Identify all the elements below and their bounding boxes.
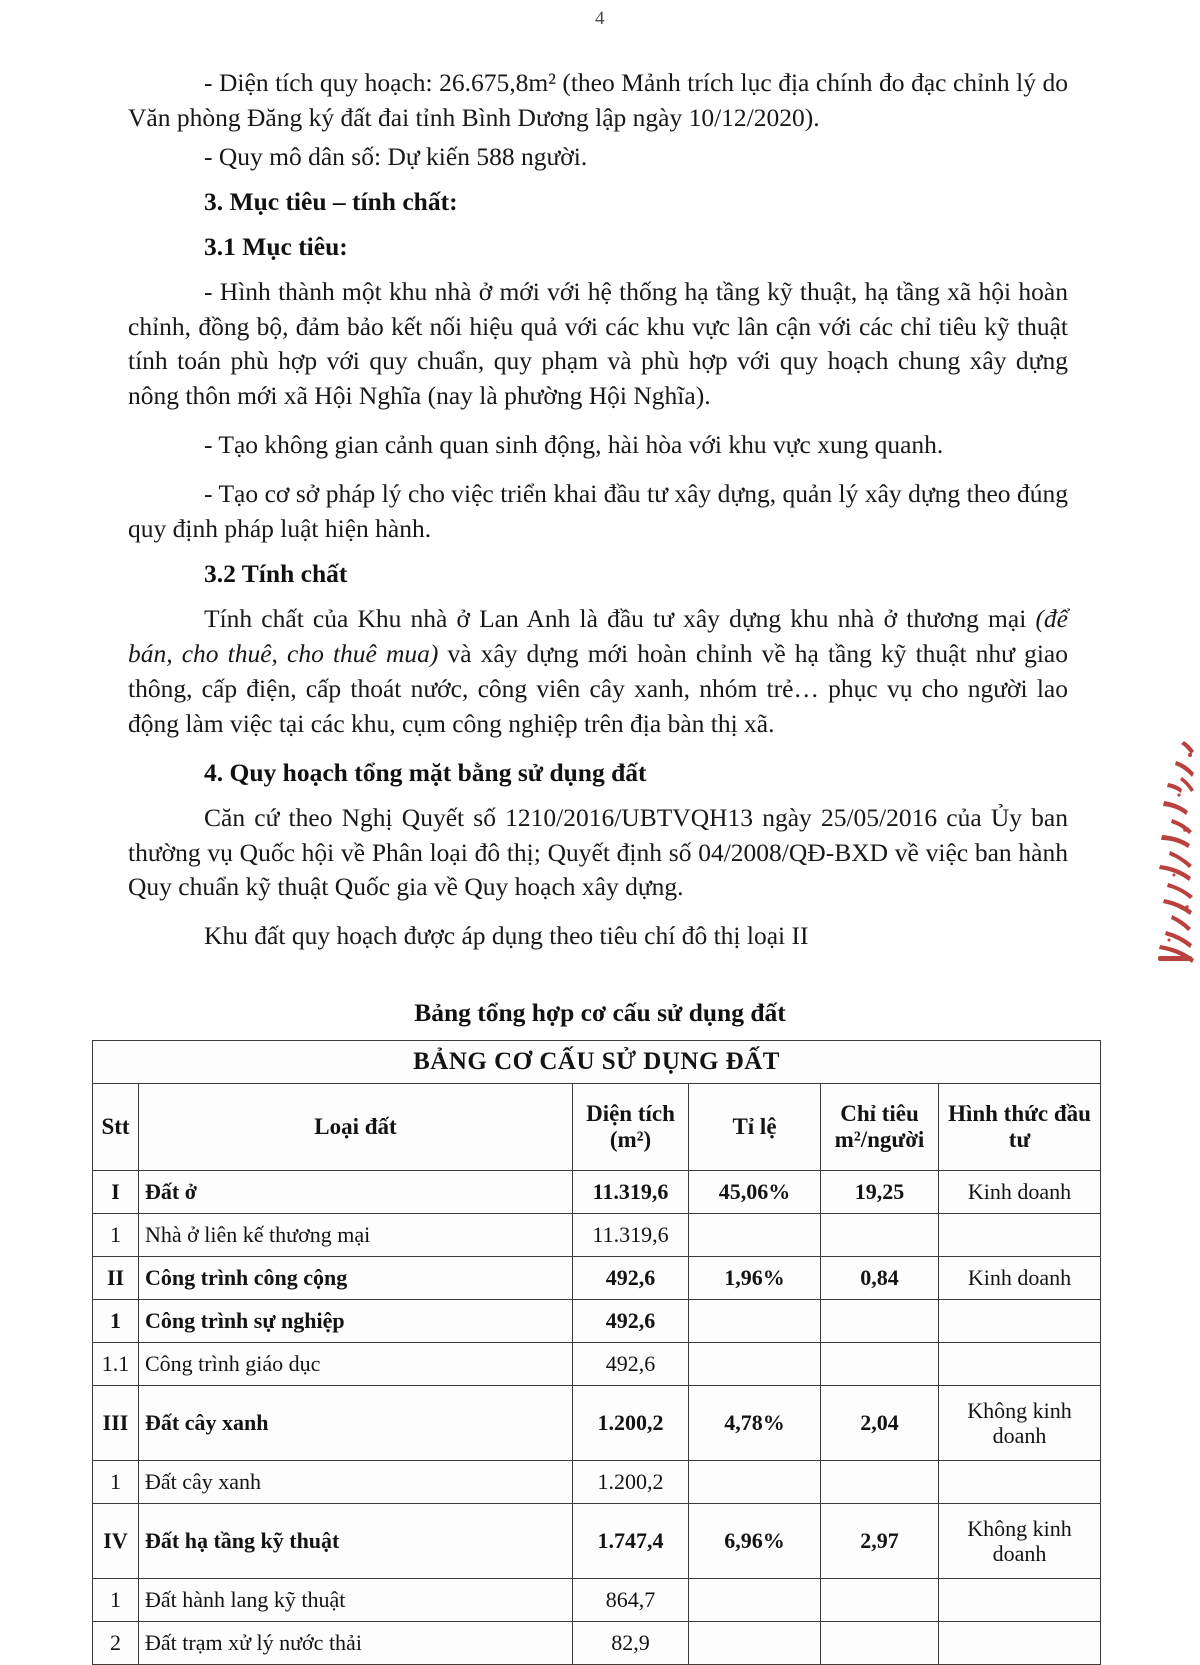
cell-stt: 1 <box>93 1461 139 1504</box>
column-header-hinh-thuc-dau-tu <box>939 1084 1101 1171</box>
heading-3-1-muc-tieu: 3.1 Mục tiêu: <box>204 231 348 261</box>
cell-hinh-thuc-dau-tu: Không kinh doanh <box>939 1386 1101 1461</box>
cell-ti-le <box>689 1214 821 1257</box>
red-stamp-fragment <box>1154 735 1200 965</box>
cell-ti-le <box>689 1461 821 1504</box>
cell-ti-le <box>689 1343 821 1386</box>
paragraph-hinh-thanh-khu-nha-o: - Hình thành một khu nhà ở mới với hệ thống hạ tầng kỹ thuật, hạ tầng xã hội hoàn chỉnh, đồng bộ, đảm bảo kết nối hiệu quả với các khu vực lân cận với các chỉ tiêu kỹ thuật tính toán phù hợp với quy chuẩn, quy phạm và phù hợp với quy hoạch chung xây dựng nông thôn mới xã Hội Nghĩa (nay là phường Hội Nghĩa). <box>128 276 1068 411</box>
column-header-hinh-thuc-line1: Hình thức đầu <box>948 1101 1091 1127</box>
heading-3-muc-tieu-tinh-chat: 3. Mục tiêu – tính chất: <box>204 186 458 216</box>
cell-loai-dat: Đất trạm xử lý nước thải <box>139 1622 573 1665</box>
cell-chi-tieu: 2,97 <box>821 1504 939 1579</box>
cell-loai-dat: Đất hành lang kỹ thuật <box>139 1579 573 1622</box>
cell-hinh-thuc-dau-tu: Không kinh doanh <box>939 1504 1101 1579</box>
cell-ti-le: 45,06% <box>689 1171 821 1214</box>
cell-loai-dat: Đất ở <box>139 1171 573 1214</box>
paragraph-quy-mo-dan-so: - Quy mô dân số: Dự kiến 588 người. <box>204 141 588 171</box>
column-header-chi-tieu-line2: m²/người <box>834 1127 925 1152</box>
land-use-table-wrapper <box>92 1040 1100 1665</box>
table-caption: Bảng tổng hợp cơ cấu sử dụng đất <box>414 998 786 1027</box>
column-header-chi-tieu <box>821 1084 939 1171</box>
paragraph-dien-tich-quy-hoach: - Diện tích quy hoạch: 26.675,8m² (theo Mảnh trích lục địa chính đo đạc chỉnh lý do Văn phòng Đăng ký đất đai tỉnh Bình Dương lập ngày 10/12/2020). <box>128 68 1068 132</box>
cell-loai-dat: Đất cây xanh <box>139 1386 573 1461</box>
cell-loai-dat: Công trình sự nghiệp <box>139 1300 573 1343</box>
table-header <box>93 1041 1101 1171</box>
cell-hinh-thuc-dau-tu <box>939 1461 1101 1504</box>
cell-dien-tich: 11.319,6 <box>573 1171 689 1214</box>
paragraph-text-part-1: Tính chất của Khu nhà ở Lan Anh là đầu tư xây dựng khu nhà ở thương mại <box>204 603 1036 633</box>
cell-stt: 1.1 <box>93 1343 139 1386</box>
table-row <box>93 1214 1101 1257</box>
column-header-loai-dat: Loại đất <box>139 1084 573 1171</box>
table-row <box>93 1343 1101 1386</box>
paragraph-tao-khong-gian-canh-quan: - Tạo không gian cảnh quan sinh động, hài hòa với khu vực xung quanh. <box>204 430 944 460</box>
cell-chi-tieu <box>821 1579 939 1622</box>
table-row <box>93 1461 1101 1504</box>
cell-stt: 1 <box>93 1579 139 1622</box>
paragraph-text-part-2: và xây dựng mới hoàn chỉnh về hạ tầng kỹ thuật như giao thông, cấp điện, cấp thoát nước, công viên cây xanh, nhóm trẻ… phục vụ cho người lao động làm việc tại các khu, cụm công nghiệp trên địa bàn thị xã. <box>128 638 1068 738</box>
cell-dien-tich: 1.200,2 <box>573 1461 689 1504</box>
table-row <box>93 1300 1101 1343</box>
cell-ti-le: 6,96% <box>689 1504 821 1579</box>
cell-dien-tich: 492,6 <box>573 1343 689 1386</box>
cell-chi-tieu <box>821 1622 939 1665</box>
cell-loai-dat: Đất hạ tầng kỹ thuật <box>139 1504 573 1579</box>
cell-hinh-thuc-dau-tu <box>939 1622 1101 1665</box>
heading-3-2-tinh-chat: 3.2 Tính chất <box>204 559 348 589</box>
table-row <box>93 1504 1101 1579</box>
cell-stt: 2 <box>93 1622 139 1665</box>
cell-chi-tieu: 0,84 <box>821 1257 939 1300</box>
cell-chi-tieu <box>821 1214 939 1257</box>
cell-hinh-thuc-dau-tu <box>939 1214 1101 1257</box>
table-column-header-row <box>93 1084 1101 1171</box>
column-header-dien-tich-line1: Diện tích <box>586 1101 675 1127</box>
cell-dien-tich: 492,6 <box>573 1257 689 1300</box>
cell-loai-dat: Công trình công cộng <box>139 1257 573 1300</box>
cell-dien-tich: 82,9 <box>573 1622 689 1665</box>
paragraph-khu-dat-quy-hoach-tieu-chi: Khu đất quy hoạch được áp dụng theo tiêu chí đô thị loại II <box>204 921 809 951</box>
paragraph-tao-co-so-phap-ly: - Tạo cơ sở pháp lý cho việc triển khai đầu tư xây dựng, quản lý xây dựng theo đúng quy định pháp luật hiện hành. <box>128 479 1068 544</box>
cell-ti-le: 4,78% <box>689 1386 821 1461</box>
cell-chi-tieu <box>821 1461 939 1504</box>
cell-ti-le <box>689 1300 821 1343</box>
cell-chi-tieu <box>821 1343 939 1386</box>
table-row <box>93 1579 1101 1622</box>
cell-loai-dat: Đất cây xanh <box>139 1461 573 1504</box>
paragraph-can-cu-nghi-quyet: Căn cứ theo Nghị Quyết số 1210/2016/UBTVQH13 ngày 25/05/2016 của Ủy ban thường vụ Quốc hội về Phân loại đô thị; Quyết định số 04/2008/QĐ-BXD về việc ban hành Quy chuẩn kỹ thuật Quốc gia về Quy hoạch xây dựng. <box>128 802 1068 902</box>
heading-4-quy-hoach-tong-mat-bang: 4. Quy hoạch tổng mặt bằng sử dụng đất <box>204 757 647 787</box>
paragraph-text-italic: (để bán, cho thuê, cho thuê mua) <box>128 603 1068 668</box>
cell-stt: 1 <box>93 1300 139 1343</box>
column-header-dien-tich <box>573 1084 689 1171</box>
cell-ti-le <box>689 1579 821 1622</box>
cell-stt: II <box>93 1257 139 1300</box>
table-row <box>93 1171 1101 1214</box>
column-header-chi-tieu-line1: Chỉ tiêu <box>840 1101 919 1127</box>
table-title: BẢNG CƠ CẤU SỬ DỤNG ĐẤT <box>93 1041 1101 1084</box>
cell-dien-tich: 11.319,6 <box>573 1214 689 1257</box>
cell-ti-le: 1,96% <box>689 1257 821 1300</box>
column-header-hinh-thuc-line2: tư <box>1008 1127 1031 1152</box>
cell-stt: III <box>93 1386 139 1461</box>
table-row <box>93 1257 1101 1300</box>
cell-hinh-thuc-dau-tu <box>939 1300 1101 1343</box>
cell-loai-dat: Công trình giáo dục <box>139 1343 573 1386</box>
cell-hinh-thuc-dau-tu: Kinh doanh <box>939 1171 1101 1214</box>
cell-stt: IV <box>93 1504 139 1579</box>
cell-hinh-thuc-dau-tu <box>939 1579 1101 1622</box>
cell-chi-tieu <box>821 1300 939 1343</box>
column-header-stt: Stt <box>93 1084 139 1171</box>
cell-hinh-thuc-dau-tu <box>939 1343 1101 1386</box>
cell-hinh-thuc-dau-tu: Kinh doanh <box>939 1257 1101 1300</box>
cell-dien-tich: 864,7 <box>573 1579 689 1622</box>
table-body <box>93 1171 1101 1665</box>
cell-loai-dat: Nhà ở liên kế thương mại <box>139 1214 573 1257</box>
table-row <box>93 1622 1101 1665</box>
paragraph-tinh-chat-khu-nha-o-lan-anh <box>128 602 1068 742</box>
document-body <box>128 66 1068 958</box>
cell-stt: I <box>93 1171 139 1214</box>
cell-ti-le <box>689 1622 821 1665</box>
table-row <box>93 1386 1101 1461</box>
column-header-ti-le: Tỉ lệ <box>689 1084 821 1171</box>
column-header-dien-tich-line2: (m²) <box>609 1127 652 1152</box>
cell-dien-tich: 492,6 <box>573 1300 689 1343</box>
cell-chi-tieu: 19,25 <box>821 1171 939 1214</box>
land-use-table <box>92 1040 1101 1665</box>
page-number: 4 <box>595 8 605 29</box>
cell-dien-tich: 1.747,4 <box>573 1504 689 1579</box>
table-title-row <box>93 1041 1101 1084</box>
cell-dien-tich: 1.200,2 <box>573 1386 689 1461</box>
cell-chi-tieu: 2,04 <box>821 1386 939 1461</box>
cell-stt: 1 <box>93 1214 139 1257</box>
